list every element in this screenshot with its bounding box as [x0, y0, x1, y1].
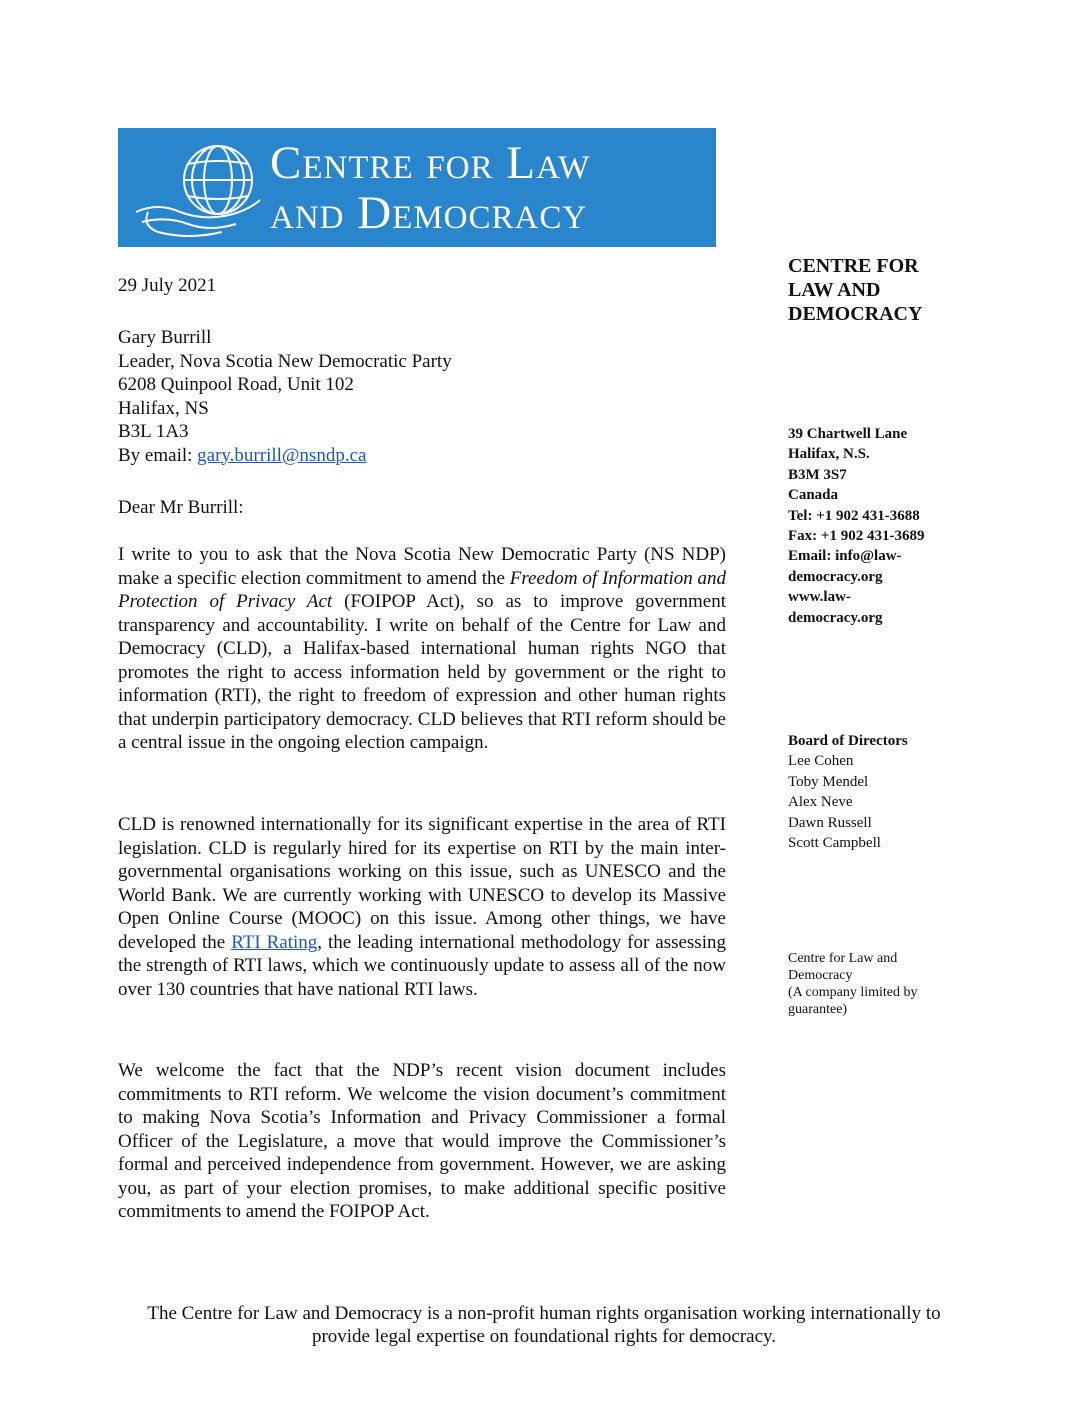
paragraph-2-part-a: CLD is renowned internationally for its significant expertise in the area of RTI legislation. CLD is regularly hired for its expertise on RTI by the main inter-governmental organisations working on this issue, such as UNESCO and the World Bank. We are currently working with UNESCO to develop its Massive Open Online Course (MOOC) on this issue. Among other things, we have developed the — [118, 814, 726, 953]
paragraph-3: We welcome the fact that the NDP’s recent vision document includes commitments to RTI reform. We welcome the vision document’s commitment to making Nova Scotia’s Information and Privacy Commissioner a formal Officer of the Legislature, a move that would improve the Commissioner’s formal and perceived independence from government. However, we are asking you, as part of your election promises, to make additional specific positive commitments to amend the FOIPOP Act. — [118, 1060, 726, 1222]
recipient-street: 6208 Quinpool Road, Unit 102 — [118, 374, 354, 395]
recipient-city: Halifax, NS — [118, 397, 209, 419]
company-line: (A company limited by — [788, 985, 918, 1000]
footer-line-2: provide legal expertise on foundational rights for democracy. — [311, 1326, 777, 1347]
contact-line: Email: info@law- — [788, 548, 902, 565]
paragraph-1-part-b: (FOIPOP Act), so as to improve government transparency and accountability. I write on behalf of the Centre for Law and Democracy (CLD), a Halifax-based international human rights NGO that promotes the right to access information held by government or the right to information (RTI), the right to freedom of expression and other human rights that underpin participatory democracy. CLD believes that RTI reform should be a central issue in the ongoing election campaign. — [118, 591, 726, 753]
footer-line-1: The Centre for Law and Democracy is a non-profit human rights organisation working internationally to — [147, 1303, 941, 1324]
recipient-name: Gary Burrill — [118, 327, 212, 348]
board-member: Dawn Russell — [788, 814, 872, 831]
contact-line: www.law- — [788, 589, 851, 606]
contact-line: Canada — [788, 487, 839, 504]
recipient-title: Leader, Nova Scotia New Democratic Party — [118, 350, 452, 372]
company-line: Centre for Law and — [788, 951, 898, 966]
contact-line: Tel: +1 902 431-3688 — [788, 507, 920, 524]
paragraph-2 — [118, 813, 726, 1001]
sidebar-heading-line: DEMOCRACY — [788, 303, 923, 325]
contact-line: B3M 3S7 — [788, 466, 847, 483]
board-member: Alex Neve — [788, 794, 853, 811]
paragraph-1 — [118, 543, 726, 755]
sidebar-contact — [788, 424, 968, 628]
company-line: guarantee) — [788, 1002, 848, 1017]
recipient-email-link[interactable]: gary.burrill@nsndp.ca — [197, 444, 367, 466]
board-member: Toby Mendel — [788, 773, 869, 790]
contact-line: democracy.org — [788, 609, 883, 626]
recipient-email-line — [118, 444, 726, 468]
paragraph-2-part-b: , the leading international methodology for assessing the strength of RTI laws, which we continuously update to assess all of the now over 130 countries that have national RTI laws. — [118, 931, 726, 1000]
cld-logo-banner — [118, 128, 716, 247]
recipient-address — [118, 326, 726, 467]
sidebar-heading-line: CENTRE FOR — [788, 255, 919, 277]
globe-hand-icon — [118, 128, 278, 247]
board-title: Board of Directors — [788, 733, 908, 749]
sidebar-company-note — [788, 950, 948, 1018]
page-footer — [90, 1302, 998, 1348]
recipient-postal: B3L 1A3 — [118, 421, 189, 442]
email-label: By email: — [118, 444, 198, 466]
paragraph-1-part-a: I write to you to ask that the Nova Scotia New Democratic Party (NS NDP) make a specific election commitment to amend the — [118, 544, 726, 589]
company-line: Democracy — [788, 968, 853, 983]
contact-line: Fax: +1 902 431-3689 — [788, 528, 925, 545]
letter-date: 29 July 2021 — [118, 275, 217, 296]
sidebar-heading-line: LAW AND — [788, 279, 881, 301]
logo-wordmark — [270, 138, 590, 238]
contact-line: Halifax, N.S. — [788, 446, 870, 463]
act-title: Freedom of Information and Protection of Privacy Act — [118, 567, 726, 612]
board-member: Scott Campbell — [788, 835, 881, 852]
sidebar-org-heading — [788, 254, 968, 326]
sidebar-board — [788, 731, 968, 853]
logo-line-1: Centre for Law — [270, 137, 591, 189]
contact-line: democracy.org — [788, 568, 883, 585]
logo-line-2: and Democracy — [270, 187, 588, 239]
board-member: Lee Cohen — [788, 753, 854, 770]
contact-line: 39 Chartwell Lane — [788, 426, 908, 442]
salutation: Dear Mr Burrill: — [118, 497, 244, 518]
rti-rating-link[interactable]: RTI Rating — [231, 931, 318, 953]
